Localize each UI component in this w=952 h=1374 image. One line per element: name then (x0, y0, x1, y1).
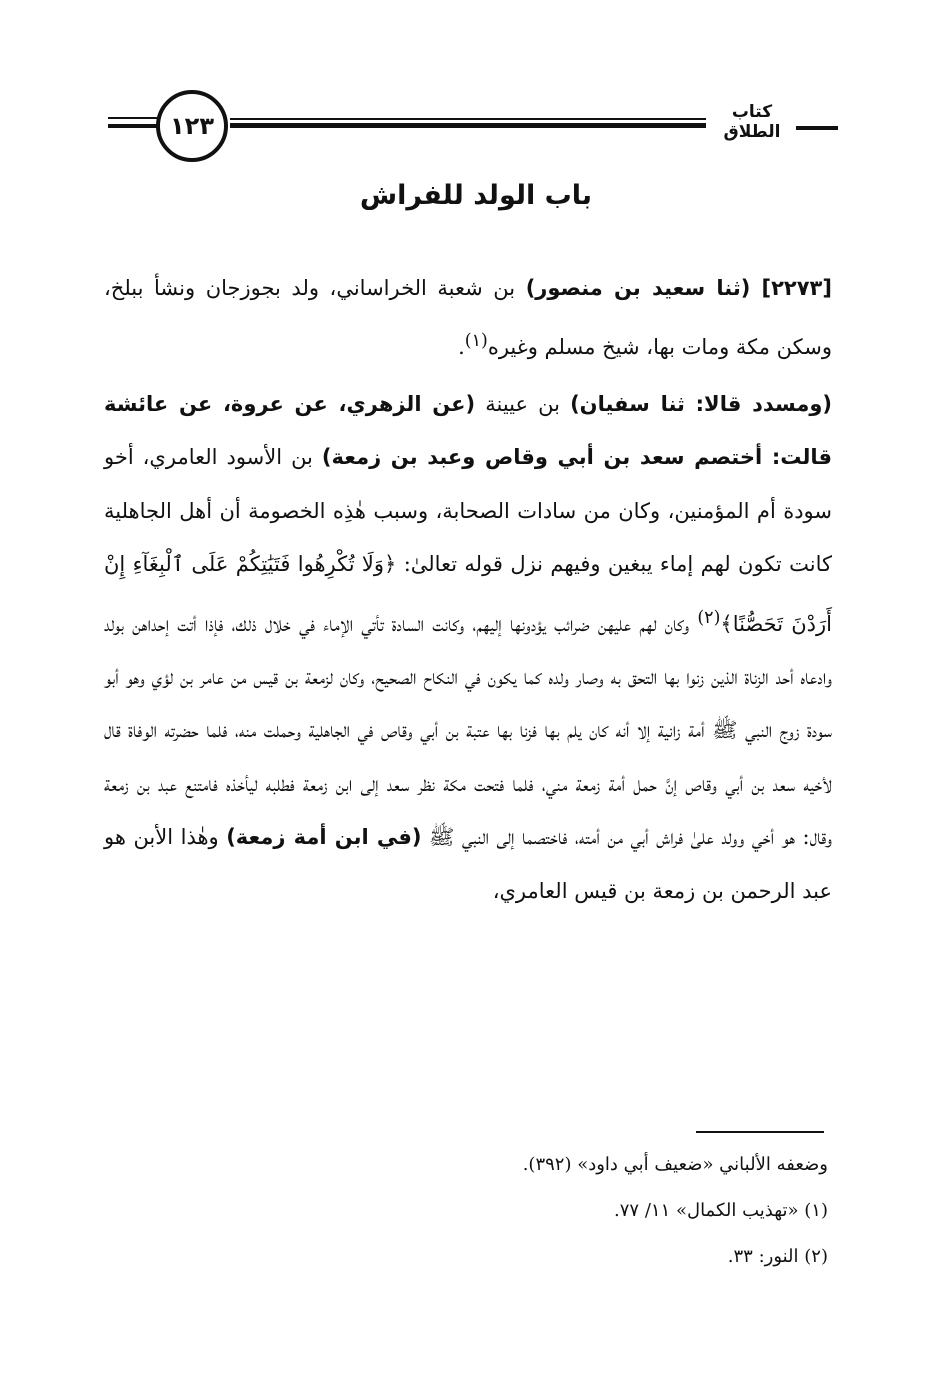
page-number-badge (156, 90, 228, 162)
page-number: ١٢٣ (170, 112, 214, 140)
paragraph-end: . (458, 335, 465, 359)
footnote-1: (١) «تهذيب الكمال» ١١/ ٧٧. (614, 1200, 828, 1221)
footnote-ref-1: (١) (464, 331, 488, 351)
hadith-paragraph-1 (104, 262, 832, 374)
footnotes (200, 1142, 828, 1280)
running-title: كتاب الطلاق (723, 102, 781, 142)
commentary-text-2: بن الأسود العامري، أخو سودة أم المؤمنين، وكان من سادات الصحابة، وسبب هٰذِه الخصومة أن أهل الجاهلية كانت تكون لهم إماء يبغين وفيهم نزل قوله تعالىٰ: (104, 445, 832, 577)
chain-bold-1: (ومسدد قالا: ثنا سفيان) (570, 392, 833, 416)
commentary-text-1: بن عيينة (475, 392, 571, 416)
chain-bold-2: (عن الزهري، عن عروة، عن عائشة قالت: أختصم سعد بن أبي وقاص وعبد بن زمعة) (104, 392, 832, 470)
footnote-ref-2: (٢) (697, 607, 721, 628)
chain-bold-3: (في ابن أمة زمعة) (226, 825, 422, 850)
header-rule-right (230, 118, 706, 120)
header-rule-right-thick (230, 123, 706, 128)
footnote-2: (٢) النور: ٣٣. (727, 1246, 828, 1267)
header-rule-left (108, 117, 160, 119)
chapter-title: باب الولد للفراش (359, 180, 593, 211)
commentary-text-3: وكان لهم عليهن ضرائب يؤدونها إليهم، وكانت السادة تأتي الإماء في خلال ذلك، فإذا أتت إحداهن بولد وادعاه أحد الزناة الذين زنوا بها التحق به وصار ولده كما يكون في النكاح الصحيح، وكان لزمعة بن قيس من عامر بن لؤي وهو أبو سودة زوج النبي ﷺ أمة زانية إلا أنه كان يلم بها فزنا بها عتبة بن أبي وقاص في الجاهلية وحملت منه، فلما حضرته الوفاة قال لأخيه سعد بن أبي وقاص إنَّ حمل أمة زمعة مني، فلما فتحت مكة نظر سعد إلى ابن زمعة فطلبه ليأخذه فامتنع عبد بن زمعة وقال: هو أخي وولد علىٰ فراش أبي من أمته، فاختصما إلى النبي ﷺ (104, 611, 832, 850)
hadith-paragraph-2 (104, 378, 832, 918)
header-rule-end (796, 126, 838, 130)
page-header (108, 88, 838, 160)
footnote-continuation: وضعفه الألباني «ضعيف أبي داود» (٣٩٢). (522, 1154, 828, 1175)
header-rule-left-thick (108, 124, 160, 128)
narrator-bold: [٢٢٧٣] (ثنا سعيد بن منصور) (525, 276, 832, 300)
quran-verse: ﴿وَلَا تُكْرِهُوا فَتَيَٰتِكُمْ عَلَى ٱلْبِغَآءِ إِنْ أَرَدْنَ تَحَصُّنًا﴾ (104, 552, 832, 636)
commentary-text-4: وهٰذا الأبن هو عبد الرحمن بن زمعة بن قيس العامري، (104, 825, 832, 903)
narrator-text: بن شعبة الخراساني، ولد بجوزجان ونشأ ببلخ، وسكن مكة ومات بها، شيخ مسلم وغيره (104, 276, 832, 359)
footnote-separator (696, 1131, 824, 1133)
